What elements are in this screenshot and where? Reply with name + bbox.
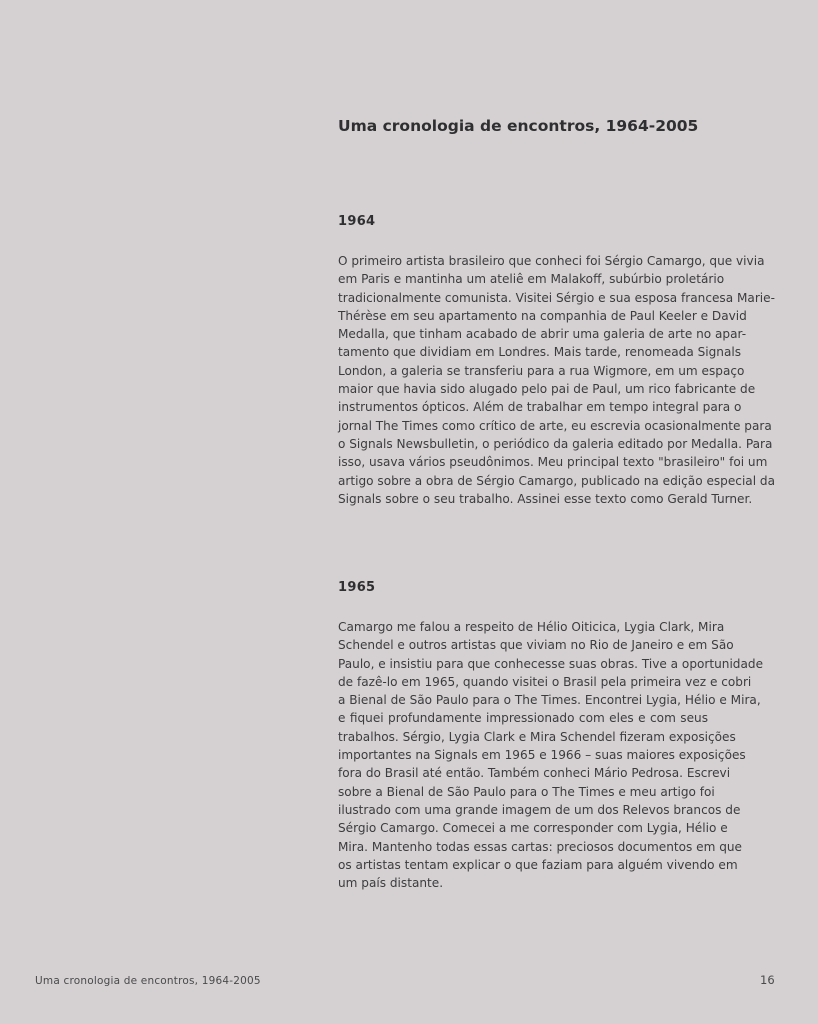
paragraph-line: ilustrado com uma grande imagem de um dos Relevos brancos de	[338, 802, 741, 817]
paragraph-line: London, a galeria se transferiu para a rua Wigmore, em um espaço	[338, 363, 745, 378]
paragraph-line: a Bienal de São Paulo para o The Times. Encontrei Lygia, Hélio e Mira,	[338, 693, 761, 708]
paragraph-line: instrumentos ópticos. Além de trabalhar em tempo integral para o	[338, 400, 742, 415]
page-title: Uma cronologia de encontros, 1964-2005	[338, 117, 699, 135]
paragraph-line: importantes na Signals em 1965 e 1966 – suas maiores exposições	[338, 748, 746, 763]
paragraph-line: Medalla, que tinham acabado de abrir uma galeria de arte no apar-	[338, 327, 747, 342]
section-year-1965: 1965	[338, 580, 376, 595]
running-footer-title: Uma cronologia de encontros, 1964-2005	[35, 975, 261, 987]
paragraph-line: em Paris e mantinha um ateliê em Malakoff, subúrbio proletário	[338, 272, 725, 287]
paragraph-line: tradicionalmente comunista. Visitei Sérgio e sua esposa francesa Marie-	[338, 290, 775, 305]
paragraph-line: e fiquei profundamente impressionado com eles e com seus	[338, 711, 708, 726]
paragraph-line: Signals sobre o seu trabalho. Assinei esse texto como Gerald Turner.	[338, 491, 753, 506]
paragraph-line: de fazê-lo em 1965, quando visitei o Brasil pela primeira vez e cobri	[338, 674, 752, 689]
paragraph-line: o Signals Newsbulletin, o periódico da galeria editado por Medalla. Para	[338, 436, 773, 451]
paragraph-line: um país distante.	[338, 876, 444, 891]
section-body-1964	[338, 252, 776, 508]
section-year-1964: 1964	[338, 214, 376, 229]
paragraph-line: jornal The Times como crítico de arte, eu escrevia ocasionalmente para	[338, 418, 772, 433]
paragraph-line: isso, usava vários pseudônimos. Meu principal texto "brasileiro" foi um	[338, 455, 768, 470]
paragraph-line: O primeiro artista brasileiro que conheci foi Sérgio Camargo, que vivia	[338, 254, 765, 268]
paragraph-line: os artistas tentam explicar o que faziam para alguém vivendo em	[338, 857, 738, 872]
paragraph-line: Paulo, e insistiu para que conhecesse suas obras. Tive a oportunidade	[338, 656, 764, 671]
paragraph-line: Camargo me falou a respeito de Hélio Oiticica, Lygia Clark, Mira	[338, 620, 725, 634]
paragraph-line: maior que havia sido alugado pelo pai de Paul, um rico fabricante de	[338, 382, 756, 397]
page-number: 16	[760, 973, 775, 987]
paragraph-line: trabalhos. Sérgio, Lygia Clark e Mira Schendel fizeram exposições	[338, 729, 736, 744]
paragraph-line: Thérèse em seu apartamento na companhia de Paul Keeler e David	[338, 308, 747, 323]
paragraph-line: tamento que dividiam em Londres. Mais tarde, renomeada Signals	[338, 345, 742, 360]
paragraph-line: Schendel e outros artistas que viviam no Rio de Janeiro e em São	[338, 638, 734, 653]
paragraph-line: fora do Brasil até então. Também conheci Mário Pedrosa. Escrevi	[338, 766, 731, 781]
paragraph-line: Sérgio Camargo. Comecei a me corresponder com Lygia, Hélio e	[338, 821, 728, 836]
paragraph-line: sobre a Bienal de São Paulo para o The Times e meu artigo foi	[338, 784, 715, 799]
paragraph-line: artigo sobre a obra de Sérgio Camargo, publicado na edição especial da	[338, 473, 776, 488]
paragraph-line: Mira. Mantenho todas essas cartas: preciosos documentos em que	[338, 839, 742, 854]
section-body-1965	[338, 618, 764, 892]
